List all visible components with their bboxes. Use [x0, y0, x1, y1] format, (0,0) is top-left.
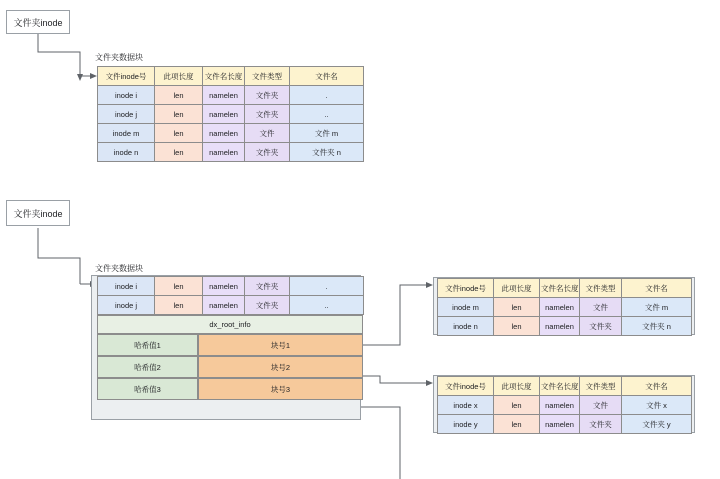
datablock-caption-2: 文件夹数据块 — [95, 264, 143, 273]
cell-len: len — [494, 415, 540, 434]
arrowhead-4 — [426, 380, 433, 386]
th-filename: 文件名 — [622, 377, 692, 396]
table-header-row — [438, 279, 692, 298]
hash-label-1: 哈希值1 — [134, 340, 161, 350]
cell-inode: inode n — [438, 317, 494, 336]
table-row — [98, 277, 364, 296]
dir-entry-table-3 — [437, 278, 692, 336]
hash-label-3: 哈希值3 — [134, 384, 161, 394]
cell-type: 文件夹 — [245, 143, 290, 162]
hash-cell-3 — [97, 378, 198, 400]
datablock-caption-1: 文件夹数据块 — [95, 53, 143, 62]
th-namelen: 文件名长度 — [540, 377, 580, 396]
block-cell-3[interactable] — [198, 378, 363, 400]
cell-len: len — [155, 277, 203, 296]
cell-filename: 文件 x — [622, 396, 692, 415]
th-filename: 文件名 — [290, 67, 364, 86]
block-label-3: 块号3 — [270, 384, 291, 394]
cell-inode: inode n — [98, 143, 155, 162]
cell-inode: inode y — [438, 415, 494, 434]
th-inode: 文件inode号 — [438, 377, 494, 396]
cell-len: len — [155, 143, 203, 162]
block-cell-1[interactable] — [198, 334, 363, 356]
th-inode: 文件inode号 — [438, 279, 494, 298]
cell-namelen: namelen — [203, 105, 245, 124]
cell-filename: . — [290, 277, 364, 296]
dir-entry-table-4 — [437, 376, 692, 434]
th-inode: 文件inode号 — [98, 67, 155, 86]
cell-inode: inode m — [98, 124, 155, 143]
arrowhead-3 — [426, 282, 433, 288]
cell-namelen: namelen — [203, 296, 245, 315]
arrowhead-1 — [77, 74, 83, 81]
cell-type: 文件夹 — [245, 296, 290, 315]
cell-type: 文件 — [580, 298, 622, 317]
cell-filename: 文件夹 n — [622, 317, 692, 336]
cell-namelen: namelen — [203, 124, 245, 143]
cell-namelen: namelen — [540, 317, 580, 336]
cell-inode: inode j — [98, 296, 155, 315]
cell-len: len — [155, 105, 203, 124]
th-namelen: 文件名长度 — [203, 67, 245, 86]
table-header-row — [438, 377, 692, 396]
table-row — [438, 415, 692, 434]
cell-len: len — [494, 396, 540, 415]
cell-len: len — [155, 296, 203, 315]
cell-filename: 文件夹 y — [622, 415, 692, 434]
cell-type: 文件夹 — [245, 86, 290, 105]
cell-namelen: namelen — [540, 415, 580, 434]
th-namelen: 文件名长度 — [540, 279, 580, 298]
connector-inode2-to-table2 — [38, 228, 80, 284]
table-row — [438, 396, 692, 415]
cell-inode: inode i — [98, 86, 155, 105]
table-header-row — [98, 67, 364, 86]
cell-filename: 文件夹 n — [290, 143, 364, 162]
cell-type: 文件 — [580, 396, 622, 415]
cell-len: len — [494, 298, 540, 317]
th-len: 此项长度 — [494, 377, 540, 396]
th-len: 此项长度 — [494, 279, 540, 298]
cell-len: len — [494, 317, 540, 336]
cell-type: 文件夹 — [580, 317, 622, 336]
cell-type: 文件夹 — [580, 415, 622, 434]
dir-entry-table-1 — [97, 66, 364, 162]
dx-root-info-label: dx_root_info — [209, 320, 251, 329]
dx-root-info-row — [97, 315, 363, 334]
cell-inode: inode m — [438, 298, 494, 317]
cell-namelen: namelen — [540, 396, 580, 415]
th-type: 文件类型 — [580, 377, 622, 396]
connector-inode1-to-table1 — [38, 33, 80, 76]
cell-type: 文件夹 — [245, 277, 290, 296]
cell-type: 文件夹 — [245, 105, 290, 124]
th-filename: 文件名 — [622, 279, 692, 298]
folder-inode-label-2: 文件夹inode — [13, 208, 63, 219]
hash-label-2: 哈希值2 — [134, 362, 161, 372]
block-cell-2[interactable] — [198, 356, 363, 378]
cell-filename: .. — [290, 296, 364, 315]
block-label-1: 块号1 — [270, 340, 291, 350]
cell-filename: 文件 m — [622, 298, 692, 317]
connector-block3-down — [360, 407, 400, 479]
table-row — [438, 317, 692, 336]
connector-block1-to-table3 — [360, 285, 428, 345]
cell-namelen: namelen — [203, 86, 245, 105]
folder-inode-box-1[interactable] — [6, 10, 70, 34]
cell-filename: . — [290, 86, 364, 105]
cell-inode: inode j — [98, 105, 155, 124]
dir-entry-table-2 — [97, 276, 364, 315]
table-row — [98, 86, 364, 105]
table-row — [98, 105, 364, 124]
hash-cell-1 — [97, 334, 198, 356]
hash-cell-2 — [97, 356, 198, 378]
folder-inode-label-1: 文件夹inode — [13, 17, 63, 28]
connector-block2-to-table4 — [360, 376, 428, 383]
cell-namelen: namelen — [203, 277, 245, 296]
table-row — [98, 296, 364, 315]
th-len: 此项长度 — [155, 67, 203, 86]
cell-filename: .. — [290, 105, 364, 124]
cell-filename: 文件 m — [290, 124, 364, 143]
th-type: 文件类型 — [580, 279, 622, 298]
cell-inode: inode x — [438, 396, 494, 415]
cell-namelen: namelen — [203, 143, 245, 162]
block-label-2: 块号2 — [270, 362, 291, 372]
cell-inode: inode i — [98, 277, 155, 296]
table-row — [98, 124, 364, 143]
arrowhead-1b — [90, 73, 97, 79]
table-row — [98, 143, 364, 162]
folder-inode-box-2[interactable] — [6, 200, 70, 226]
cell-namelen: namelen — [540, 298, 580, 317]
table-row — [438, 298, 692, 317]
th-type: 文件类型 — [245, 67, 290, 86]
cell-type: 文件 — [245, 124, 290, 143]
cell-len: len — [155, 86, 203, 105]
cell-len: len — [155, 124, 203, 143]
